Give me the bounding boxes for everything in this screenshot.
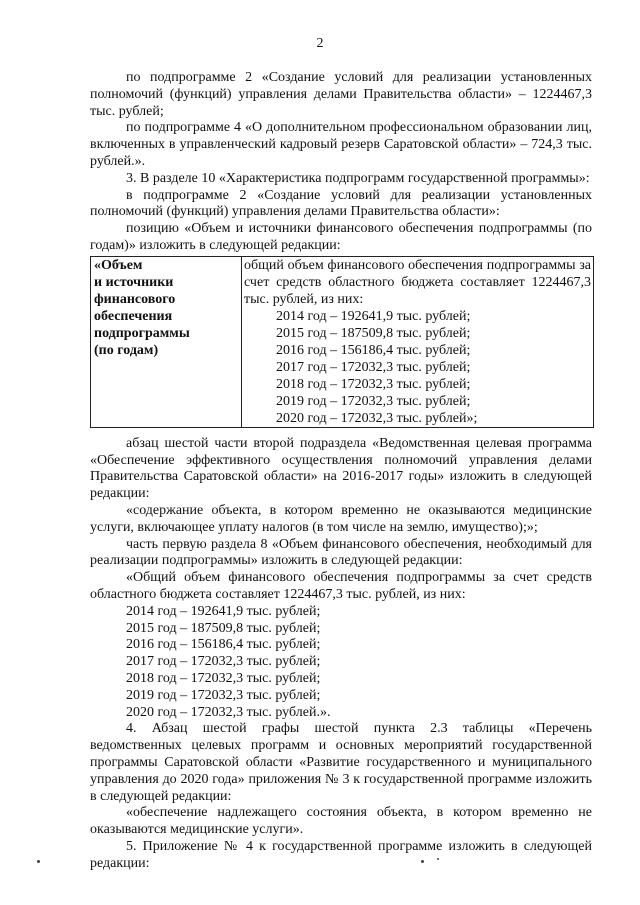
year-line: 2014 год – 192641,9 тыс. рублей; [126,603,321,619]
paragraph: «Общий объем финансового обеспечения подпрограммы за счет средств областного бюджета составляет 1224467,3 тыс. рублей, из них: [90,570,592,602]
scan-speck [421,860,424,863]
year-line: 2018 год – 172032,3 тыс. рублей; [126,670,321,686]
paragraph: по подпрограмме 4 «О дополнительном профессиональном образовании лиц, включенных в управленческий кадровый резерв Саратовской области» – 724,3 тыс. рублей.». [90,120,592,169]
paragraph: «обеспечение надлежащего состояния объекта, в котором временно не оказываются медицинские услуги». [90,805,592,838]
year-row: 2015 год – 187509,8 тыс. рублей; [276,325,471,341]
paragraph: 3. В разделе 10 «Характеристика подпрограмм государственной программы»: [126,170,590,186]
year-line: 2016 год – 156186,4 тыс. рублей; [126,637,321,653]
label-line: «Объем [94,257,143,273]
page-number: 2 [316,36,324,51]
years-list [90,604,592,722]
label-line: подпрограммы [94,325,190,341]
label-line: (по годам) [94,342,159,358]
year-line: 2015 год – 187509,8 тыс. рублей; [126,620,321,636]
paragraph: часть первую раздела 8 «Объем финансового обеспечения, необходимый для реализации подпрограммы» изложить в следующей редакции: [90,536,592,569]
year-row: 2018 год – 172032,3 тыс. рублей; [276,376,471,392]
document-body [90,70,592,872]
paragraph: в подпрограмме 2 «Создание условий для реализации установленных полномочий (функций) управления делами Правительства области»: [90,187,592,220]
scan-speck [37,860,40,863]
year-line: 2017 год – 172032,3 тыс. рублей; [126,654,321,670]
year-line: 2020 год – 172032,3 тыс. рублей.». [126,704,331,720]
paragraph: абзац шестой части второй подраздела «Ведомственная целевая программа «Обеспечение эффективного осуществления полномочий управления делами Правительства Саратовской области» на 2016-2017 годы» изложить в следующей редакции: [90,435,592,502]
scan-speck [437,858,439,860]
year-row: 2017 год – 172032,3 тыс. рублей; [276,359,471,375]
year-row: 2019 год – 172032,3 тыс. рублей; [276,393,471,409]
year-row: 2020 год – 172032,3 тыс. рублей»; [276,410,478,426]
table-label-cell [91,256,242,427]
label-line: и источники [94,274,174,290]
year-row: 2016 год – 156186,4 тыс. рублей; [276,342,471,358]
paragraph: 4. Абзац шестой графы шестой пункта 2.3 таблицы «Перечень ведомственных целевых программ и основных мероприятий государственной программы Саратовской области «Развитие государственного и муниципального управления до 2020 года» приложения № 3 к государственной программе изложить в следующей редакции: [90,721,592,804]
label-line: финансового [94,291,176,307]
table-description-cell [242,256,594,427]
financing-table [90,256,594,428]
year-line: 2019 год – 172032,3 тыс. рублей; [126,687,321,703]
year-row: 2014 год – 192641,9 тыс. рублей; [276,308,471,324]
label-line: обеспечения [94,308,173,324]
paragraph: по подпрограмме 2 «Создание условий для реализации установленных полномочий (функций) управления делами Правительства области» – 1224467,3 тыс. рублей; [90,70,592,119]
paragraph: позицию «Объем и источники финансового обеспечения подпрограммы (по годам)» изложить в следующей редакции: [90,221,592,253]
paragraph: 5. Приложение № 4 к государственной программе изложить в следующей редакции: [90,838,592,871]
description-text: общий объем финансового обеспечения подпрограммы за счет средств областного бюджета составляет 1224467,3 тыс. рублей, из них: [244,257,591,307]
paragraph: «содержание объекта, в котором временно не оказываются медицинские услуги, включающее уплату налогов (в том числе на землю, имущество);»; [90,502,592,535]
